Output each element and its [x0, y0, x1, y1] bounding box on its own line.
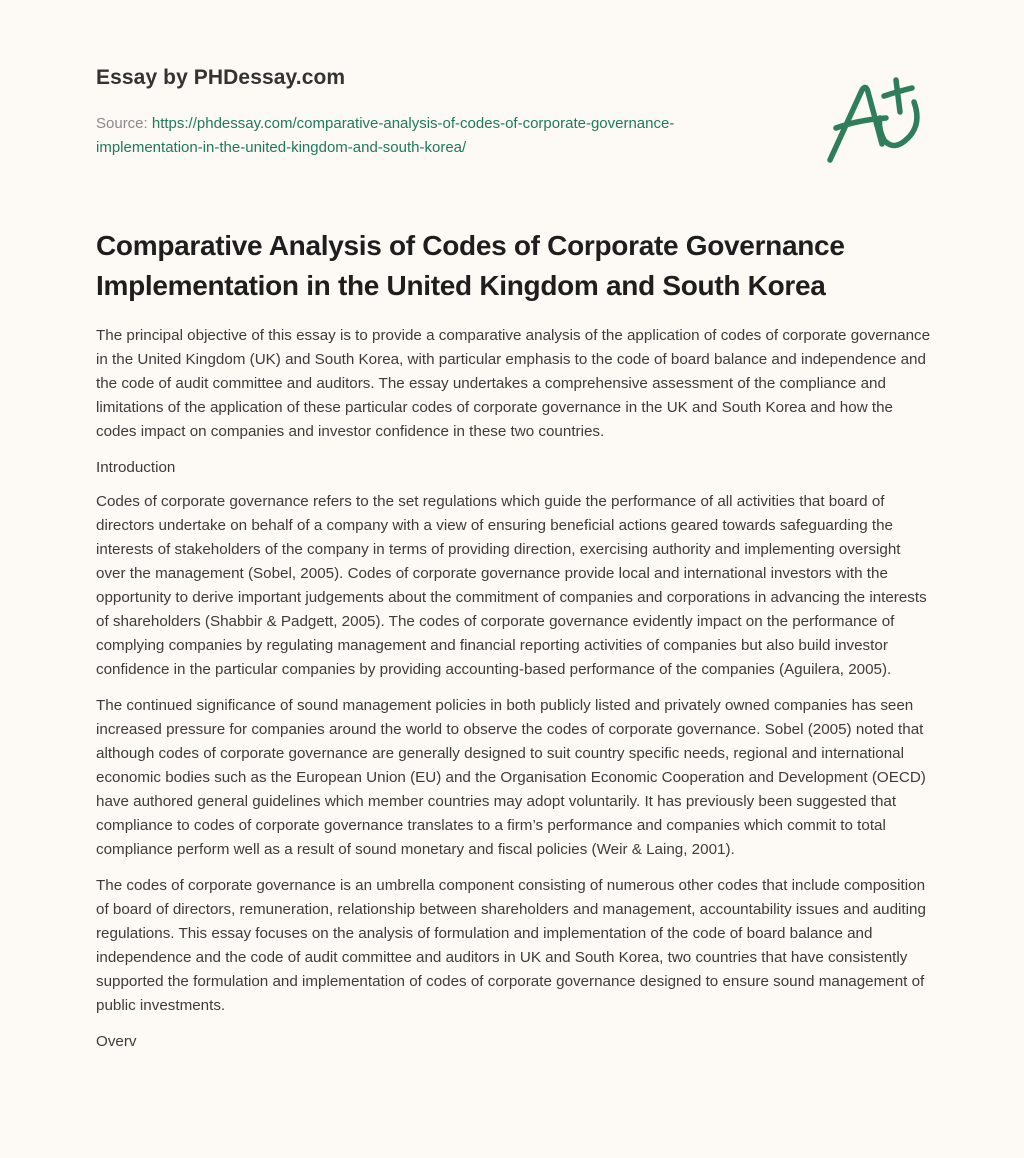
source-link-line2: implementation-in-the-united-kingdom-and-south-korea/ [96, 139, 467, 156]
paragraph: Codes of corporate governance refers to the set regulations which guide the performance of all activities that board of directors undertake on behalf of a company with a view of ensuring beneficial actions geared towards safeguarding the interests of stakeholders of the company in terms of providing direction, exercising authority and implementing oversight over the management (Sobel, 2005). Codes of corporate governance provide local and international investors with the opportunity to derive important judgements about the commitment of companies and corporations in advancing the interests of shareholders (Shabbir & Padgett, 2005). The codes of corporate governance evidently impact on the performance of complying companies by regulating management and financial reporting activities of companies but also build investor confidence in the particular companies by providing accounting-based performance of the companies (Aguilera, 2005). [96, 493, 927, 678]
paragraph-abstract: The principal objective of this essay is to provide a comparative analysis of the application of codes of corporate governance in the United Kingdom (UK) and South Korea, with particular emphasis to the code of board balance and independence and the code of audit committee and auditors. The essay undertakes a comprehensive assessment of the compliance and limitations of the application of these particular codes of corporate governance in the UK and South Korea and how the codes impact on companies and investor confidence in these two countries. [96, 327, 931, 440]
a-plus-grade-icon [822, 66, 932, 166]
source-label: Source: [96, 115, 152, 132]
essay-body [96, 324, 932, 1064]
section-heading-introduction: Introduction [96, 459, 176, 476]
section-heading-overview-truncated: Overv [96, 1033, 137, 1050]
page-header [96, 66, 796, 160]
source-link[interactable] [96, 115, 674, 156]
source-link-line1: https://phdessay.com/comparative-analysis-of-codes-of-corporate-governance- [151, 115, 675, 132]
source-line [96, 112, 796, 160]
essay-title: Comparative Analysis of Codes of Corporate Governance Implementation in the United Kingdom and South Korea [96, 230, 845, 301]
site-title: Essay by PHDessay.com [96, 66, 346, 89]
paragraph: The continued significance of sound management policies in both publicly listed and privately owned companies has seen increased pressure for companies around the world to observe the codes of corporate governance. Sobel (2005) noted that although codes of corporate governance are generally designed to suit country specific needs, regional and international economic bodies such as the European Union (EU) and the Organisation Economic Cooperation and Development (OECD) have authored general guidelines which member countries may adopt voluntarily. It has previously been suggested that compliance to codes of corporate governance translates to a firm’s performance and companies which commit to total compliance perform well as a result of sound monetary and fiscal policies (Weir & Laing, 2001). [96, 697, 926, 858]
paragraph: The codes of corporate governance is an umbrella component consisting of numerous other codes that include composition of board of directors, remuneration, relationship between shareholders and management, accountability issues and auditing regulations. This essay focuses on the analysis of formulation and implementation of the code of board balance and independence and the code of audit committee and auditors in UK and South Korea, two countries that have consistently supported the formulation and implementation of codes of corporate governance designed to ensure sound management of public investments. [96, 877, 926, 1014]
